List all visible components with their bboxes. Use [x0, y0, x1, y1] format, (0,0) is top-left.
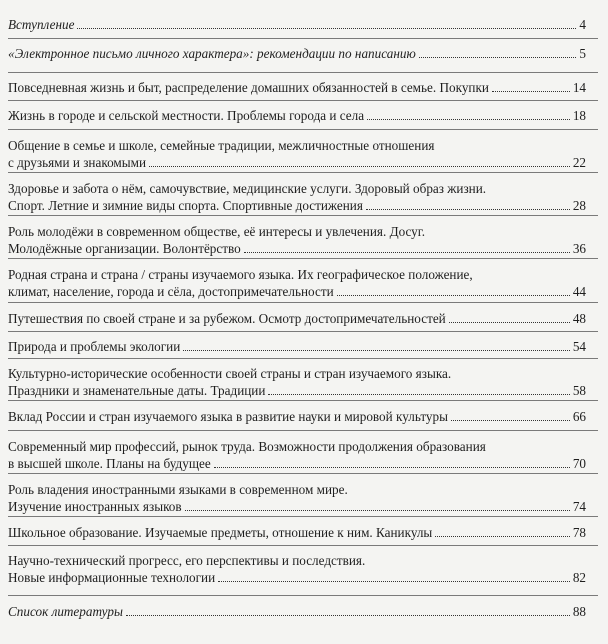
toc-entry-last-line: [8, 408, 586, 425]
dot-leader: [419, 56, 577, 58]
toc-entry-title-line: Молодёжные организации. Волонтёрство: [8, 241, 241, 256]
page-number: 14: [572, 80, 586, 95]
toc-entry[interactable]: [8, 481, 586, 515]
separator-line: [8, 258, 598, 259]
toc-entry[interactable]: [8, 107, 586, 124]
separator-line: [8, 400, 598, 401]
toc-entry-last-line: [8, 240, 586, 257]
toc-entry-last-line: [8, 107, 586, 124]
toc-entry-title-line: с друзьями и знакомыми: [8, 155, 147, 170]
toc-entry-last-line: [8, 382, 586, 399]
dot-leader: [183, 349, 570, 351]
toc-entry-last-line: [8, 16, 586, 33]
toc-entry-title-line: Современный мир профессий, рынок труда. Возможности продолжения образования: [8, 439, 486, 454]
toc-entry-title-line: Родная страна и страна / страны изучаемого языка. Их географическое положение,: [8, 267, 473, 282]
page-number: 78: [572, 525, 586, 540]
toc-entry-title-line: Вступление: [8, 17, 75, 32]
toc-entry[interactable]: [8, 310, 586, 327]
toc-entry-title-line: Повседневная жизнь и быт, распределение домашних обязанностей в семье. Покупки: [8, 80, 489, 95]
toc-entry[interactable]: [8, 408, 586, 425]
toc-entry[interactable]: [8, 266, 586, 300]
toc-entry-title-line: Спорт. Летние и зимние виды спорта. Спортивные достижения: [8, 198, 363, 213]
toc-entry[interactable]: [8, 603, 586, 620]
page-number: 88: [572, 604, 586, 619]
toc-entry-title-line: в высшей школе. Планы на будущее: [8, 456, 211, 471]
page-number: 66: [572, 409, 586, 424]
page-number: 70: [572, 456, 586, 471]
toc-entry-last-line: [8, 79, 586, 96]
toc-entry[interactable]: [8, 79, 586, 96]
toc-entry-title-line: «Электронное письмо личного характера»: рекомендации по написанию: [8, 46, 416, 61]
page-number: 58: [572, 383, 586, 398]
toc-entry[interactable]: [8, 45, 586, 62]
toc-entry-title-line: Жизнь в городе и сельской местности. Проблемы города и села: [8, 108, 365, 123]
dot-leader: [492, 90, 570, 92]
dot-leader: [268, 393, 569, 395]
separator-line: [8, 545, 598, 546]
toc-entry-last-line: [8, 45, 586, 62]
separator-line: [8, 38, 598, 39]
dot-leader: [337, 294, 570, 296]
toc-entry-last-line: [8, 603, 586, 620]
toc-entry-title-line: Природа и проблемы экологии: [8, 339, 181, 354]
toc-entry-title-line: Праздники и знаменательные даты. Традиции: [8, 383, 266, 398]
toc-entry-last-line: [8, 154, 586, 171]
dot-leader: [77, 27, 576, 29]
separator-line: [8, 516, 598, 517]
separator-line: [8, 129, 598, 130]
toc-entry-title-line: Новые информационные технологии: [8, 570, 216, 585]
toc-entry[interactable]: [8, 180, 586, 214]
toc-entry-title-line: Культурно-исторические особенности своей страны и стран изучаемого языка.: [8, 366, 452, 381]
separator-line: [8, 302, 598, 303]
separator-line: [8, 215, 598, 216]
dot-leader: [218, 580, 570, 582]
toc-entry-last-line: [8, 338, 586, 355]
toc-entry-last-line: [8, 197, 586, 214]
toc-entry-title-line: климат, население, города и сёла, достопримечательности: [8, 284, 334, 299]
separator-line: [8, 72, 598, 73]
page-number: 5: [579, 46, 586, 61]
toc-entry[interactable]: [8, 524, 586, 541]
page-number: 28: [572, 198, 586, 213]
toc-entry-last-line: [8, 569, 586, 586]
dot-leader: [126, 614, 570, 616]
page-number: 4: [579, 17, 586, 32]
separator-line: [8, 473, 598, 474]
separator-line: [8, 331, 598, 332]
toc-entry-title-line: Роль владения иностранными языками в современном мире.: [8, 482, 348, 497]
dot-leader: [366, 208, 570, 210]
toc-entry[interactable]: [8, 365, 586, 399]
dot-leader: [244, 251, 570, 253]
toc-entry-title-line: Школьное образование. Изучаемые предметы, отношение к ним. Каникулы: [8, 525, 433, 540]
page-number: 22: [572, 155, 586, 170]
separator-line: [8, 595, 598, 596]
toc-entry[interactable]: [8, 137, 586, 171]
toc-entry-last-line: [8, 455, 586, 472]
dot-leader: [214, 466, 570, 468]
toc-entry[interactable]: [8, 16, 586, 33]
toc-entry-last-line: [8, 524, 586, 541]
toc-entry[interactable]: [8, 438, 586, 472]
toc-entry-title-line: Научно-технический прогресс, его перспективы и последствия.: [8, 553, 366, 568]
page-number: 48: [572, 311, 586, 326]
toc-entry-last-line: [8, 498, 586, 515]
page-number: 44: [572, 284, 586, 299]
toc-entry-title-line: Путешествия по своей стране и за рубежом. Осмотр достопримечательностей: [8, 311, 446, 326]
page-number: 74: [572, 499, 586, 514]
toc-entry-last-line: [8, 283, 586, 300]
toc-entry-title-line: Общение в семье и школе, семейные традиции, межличностные отношения: [8, 138, 435, 153]
toc-entry-last-line: [8, 310, 586, 327]
separator-line: [8, 100, 598, 101]
page-number: 54: [572, 339, 586, 354]
toc-entry-title-line: Изучение иностранных языков: [8, 499, 182, 514]
separator-line: [8, 172, 598, 173]
separator-line: [8, 358, 598, 359]
toc-entry[interactable]: [8, 223, 586, 257]
page-number: 82: [572, 570, 586, 585]
dot-leader: [185, 509, 570, 511]
toc-entry-title-line: Список литературы: [8, 604, 123, 619]
toc-entry-title-line: Вклад России и стран изучаемого языка в развитие науки и мировой культуры: [8, 409, 448, 424]
dot-leader: [451, 419, 570, 421]
page-number: 36: [572, 241, 586, 256]
dot-leader: [367, 118, 570, 120]
dot-leader: [435, 535, 570, 537]
toc-entry[interactable]: [8, 552, 586, 586]
toc-entry[interactable]: [8, 338, 586, 355]
dot-leader: [449, 321, 570, 323]
dot-leader: [149, 165, 570, 167]
toc-entry-title-line: Роль молодёжи в современном обществе, её интересы и увлечения. Досуг.: [8, 224, 425, 239]
page-number: 18: [572, 108, 586, 123]
separator-line: [8, 430, 598, 431]
toc-entry-title-line: Здоровье и забота о нём, самочувствие, медицинские услуги. Здоровый образ жизни.: [8, 181, 487, 196]
